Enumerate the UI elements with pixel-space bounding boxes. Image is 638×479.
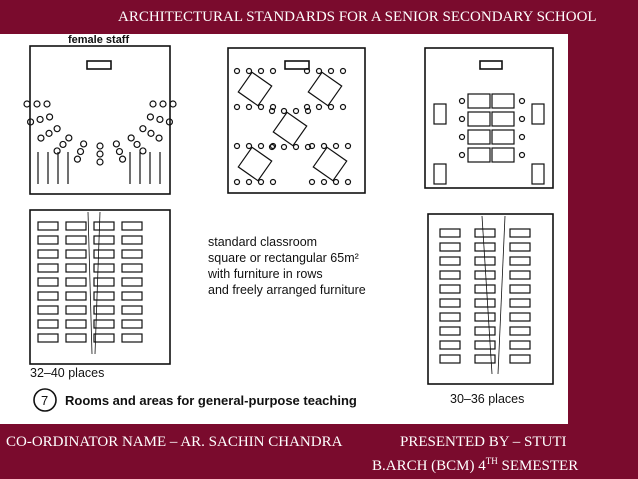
plan-rows-left xyxy=(30,210,170,364)
places-right: 30–36 places xyxy=(450,392,525,406)
presenter-name: PRESENTED BY – STUTI xyxy=(400,434,567,450)
footer-bar xyxy=(0,424,638,479)
floor-plan-figure xyxy=(0,34,568,424)
slide-title: ARCHITECTURAL STANDARDS FOR A SENIOR SECONDARY SCHOOL xyxy=(118,9,597,25)
figure-caption: Rooms and areas for general-purpose teaching xyxy=(65,393,357,408)
partial-top-label: female staff xyxy=(68,34,130,46)
header-bar xyxy=(0,0,638,34)
description-line-3: with furniture in rows xyxy=(208,267,323,281)
description-line-1: standard classroom xyxy=(208,235,318,249)
coordinator-name: CO-ORDINATOR NAME – AR. SACHIN CHANDRA xyxy=(6,434,343,450)
figure-number: 7 xyxy=(41,393,49,408)
description-line-4: and freely arranged furniture xyxy=(208,283,366,297)
description-line-2: square or rectangular 65m² xyxy=(208,251,359,265)
course-semester: B.ARCH (BCM) 4TH SEMESTER xyxy=(372,456,579,474)
places-left: 32–40 places xyxy=(30,366,105,380)
decorative-side-strip xyxy=(568,34,638,424)
